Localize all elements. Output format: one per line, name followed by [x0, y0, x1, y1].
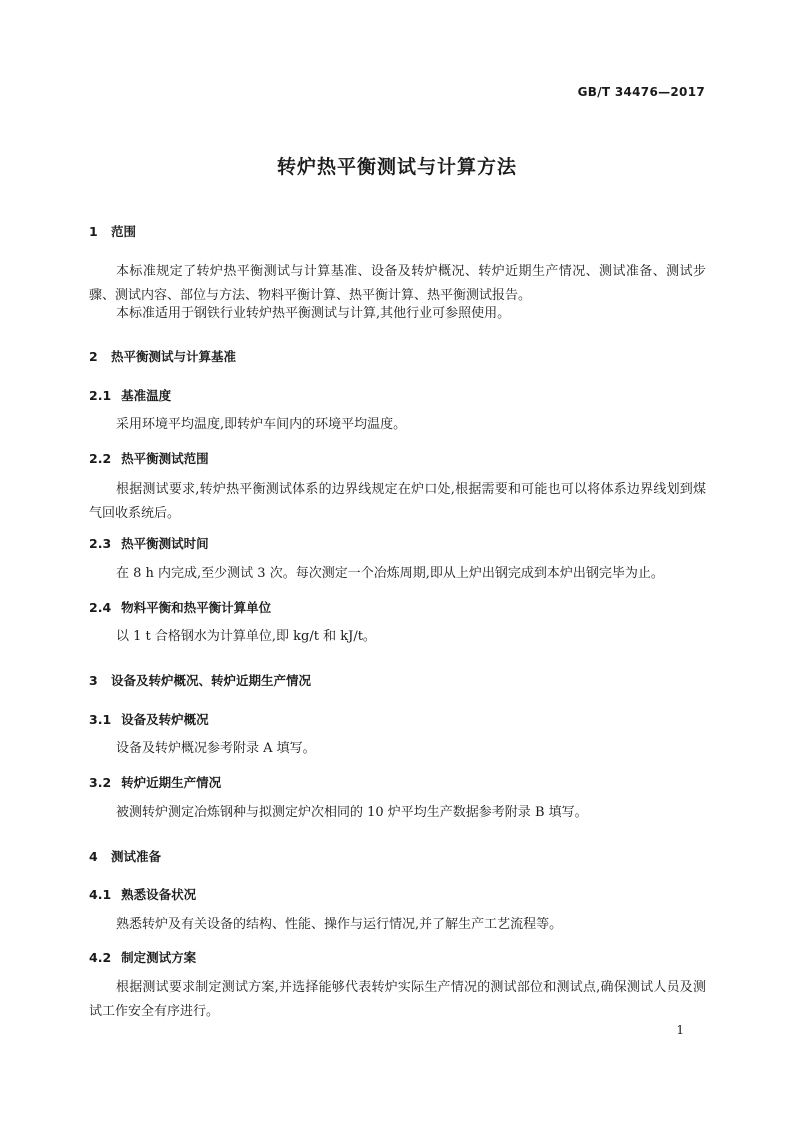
section-2-3-paragraph: 在 8 h 内完成,至少测试 3 次。每次测定一个冶炼周期,即从上炉出钢完成到本炉出钢完毕为止。	[116, 566, 664, 581]
section-1-paragraph-1: 本标准规定了转炉热平衡测试与计算基准、设备及转炉概况、转炉近期生产情况、测试准备、测试步骤、测试内容、部位与方法、物料平衡计算、热平衡计算、热平衡测试报告。	[89, 264, 706, 303]
section-title: 熟悉设备状况	[121, 887, 197, 902]
section-2-1-heading	[89, 386, 171, 404]
section-2-2-heading	[89, 449, 209, 467]
section-number: 2.4	[89, 600, 112, 615]
section-1-heading	[89, 222, 136, 240]
section-2-1-paragraph: 采用环境平均温度,即转炉车间内的环境平均温度。	[116, 417, 407, 432]
section-title: 制定测试方案	[121, 950, 197, 965]
section-number: 2.1	[89, 388, 112, 403]
section-4-1-heading	[89, 885, 196, 903]
section-number: 2.2	[89, 451, 112, 466]
section-number: 2.3	[89, 536, 112, 551]
section-number: 1	[89, 224, 98, 239]
section-number: 3	[89, 673, 98, 688]
section-1-paragraph-2: 本标准适用于钢铁行业转炉热平衡测试与计算,其他行业可参照使用。	[116, 306, 511, 321]
section-title: 热平衡测试与计算基准	[111, 349, 237, 364]
section-title: 热平衡测试范围	[121, 451, 209, 466]
section-number: 4.1	[89, 887, 112, 902]
standard-number: GB/T 34476—2017	[577, 85, 705, 99]
section-2-heading	[89, 347, 236, 365]
section-number: 4	[89, 849, 98, 864]
section-2-4-paragraph: 以 1 t 合格钢水为计算单位,即 kg/t 和 kJ/t。	[116, 629, 376, 644]
section-4-1-paragraph: 熟悉转炉及有关设备的结构、性能、操作与运行情况,并了解生产工艺流程等。	[116, 917, 563, 932]
section-3-2-paragraph: 被测转炉测定冶炼钢种与拟测定炉次相同的 10 炉平均生产数据参考附录 B 填写。	[116, 805, 588, 820]
page-number: 1	[676, 1023, 684, 1037]
section-title: 热平衡测试时间	[121, 536, 209, 551]
section-2-4-heading	[89, 598, 271, 616]
section-3-1-heading	[89, 710, 209, 728]
section-2-3-heading	[89, 534, 209, 552]
section-title: 基准温度	[121, 388, 172, 403]
section-3-1-paragraph: 设备及转炉概况参考附录 A 填写。	[116, 741, 316, 756]
section-number: 4.2	[89, 950, 112, 965]
section-3-heading	[89, 671, 311, 689]
section-title: 设备及转炉概况、转炉近期生产情况	[111, 673, 312, 688]
section-number: 2	[89, 349, 98, 364]
section-title: 范围	[111, 224, 137, 239]
section-title: 设备及转炉概况	[121, 712, 209, 727]
section-4-2-heading	[89, 948, 196, 966]
document-title: 转炉热平衡测试与计算方法	[276, 156, 517, 178]
section-4-2-paragraph: 根据测试要求制定测试方案,并选择能够代表转炉实际生产情况的测试部位和测试点,确保测试人员及测试工作安全有序进行。	[89, 980, 706, 1019]
section-title: 物料平衡和热平衡计算单位	[121, 600, 272, 615]
section-number: 3.2	[89, 775, 112, 790]
section-title: 测试准备	[111, 849, 162, 864]
section-2-2-paragraph: 根据测试要求,转炉热平衡测试体系的边界线规定在炉口处,根据需要和可能也可以将体系边界线划到煤气回收系统后。	[89, 482, 706, 521]
section-3-2-heading	[89, 773, 221, 791]
section-4-heading	[89, 847, 161, 865]
section-number: 3.1	[89, 712, 112, 727]
section-title: 转炉近期生产情况	[121, 775, 222, 790]
